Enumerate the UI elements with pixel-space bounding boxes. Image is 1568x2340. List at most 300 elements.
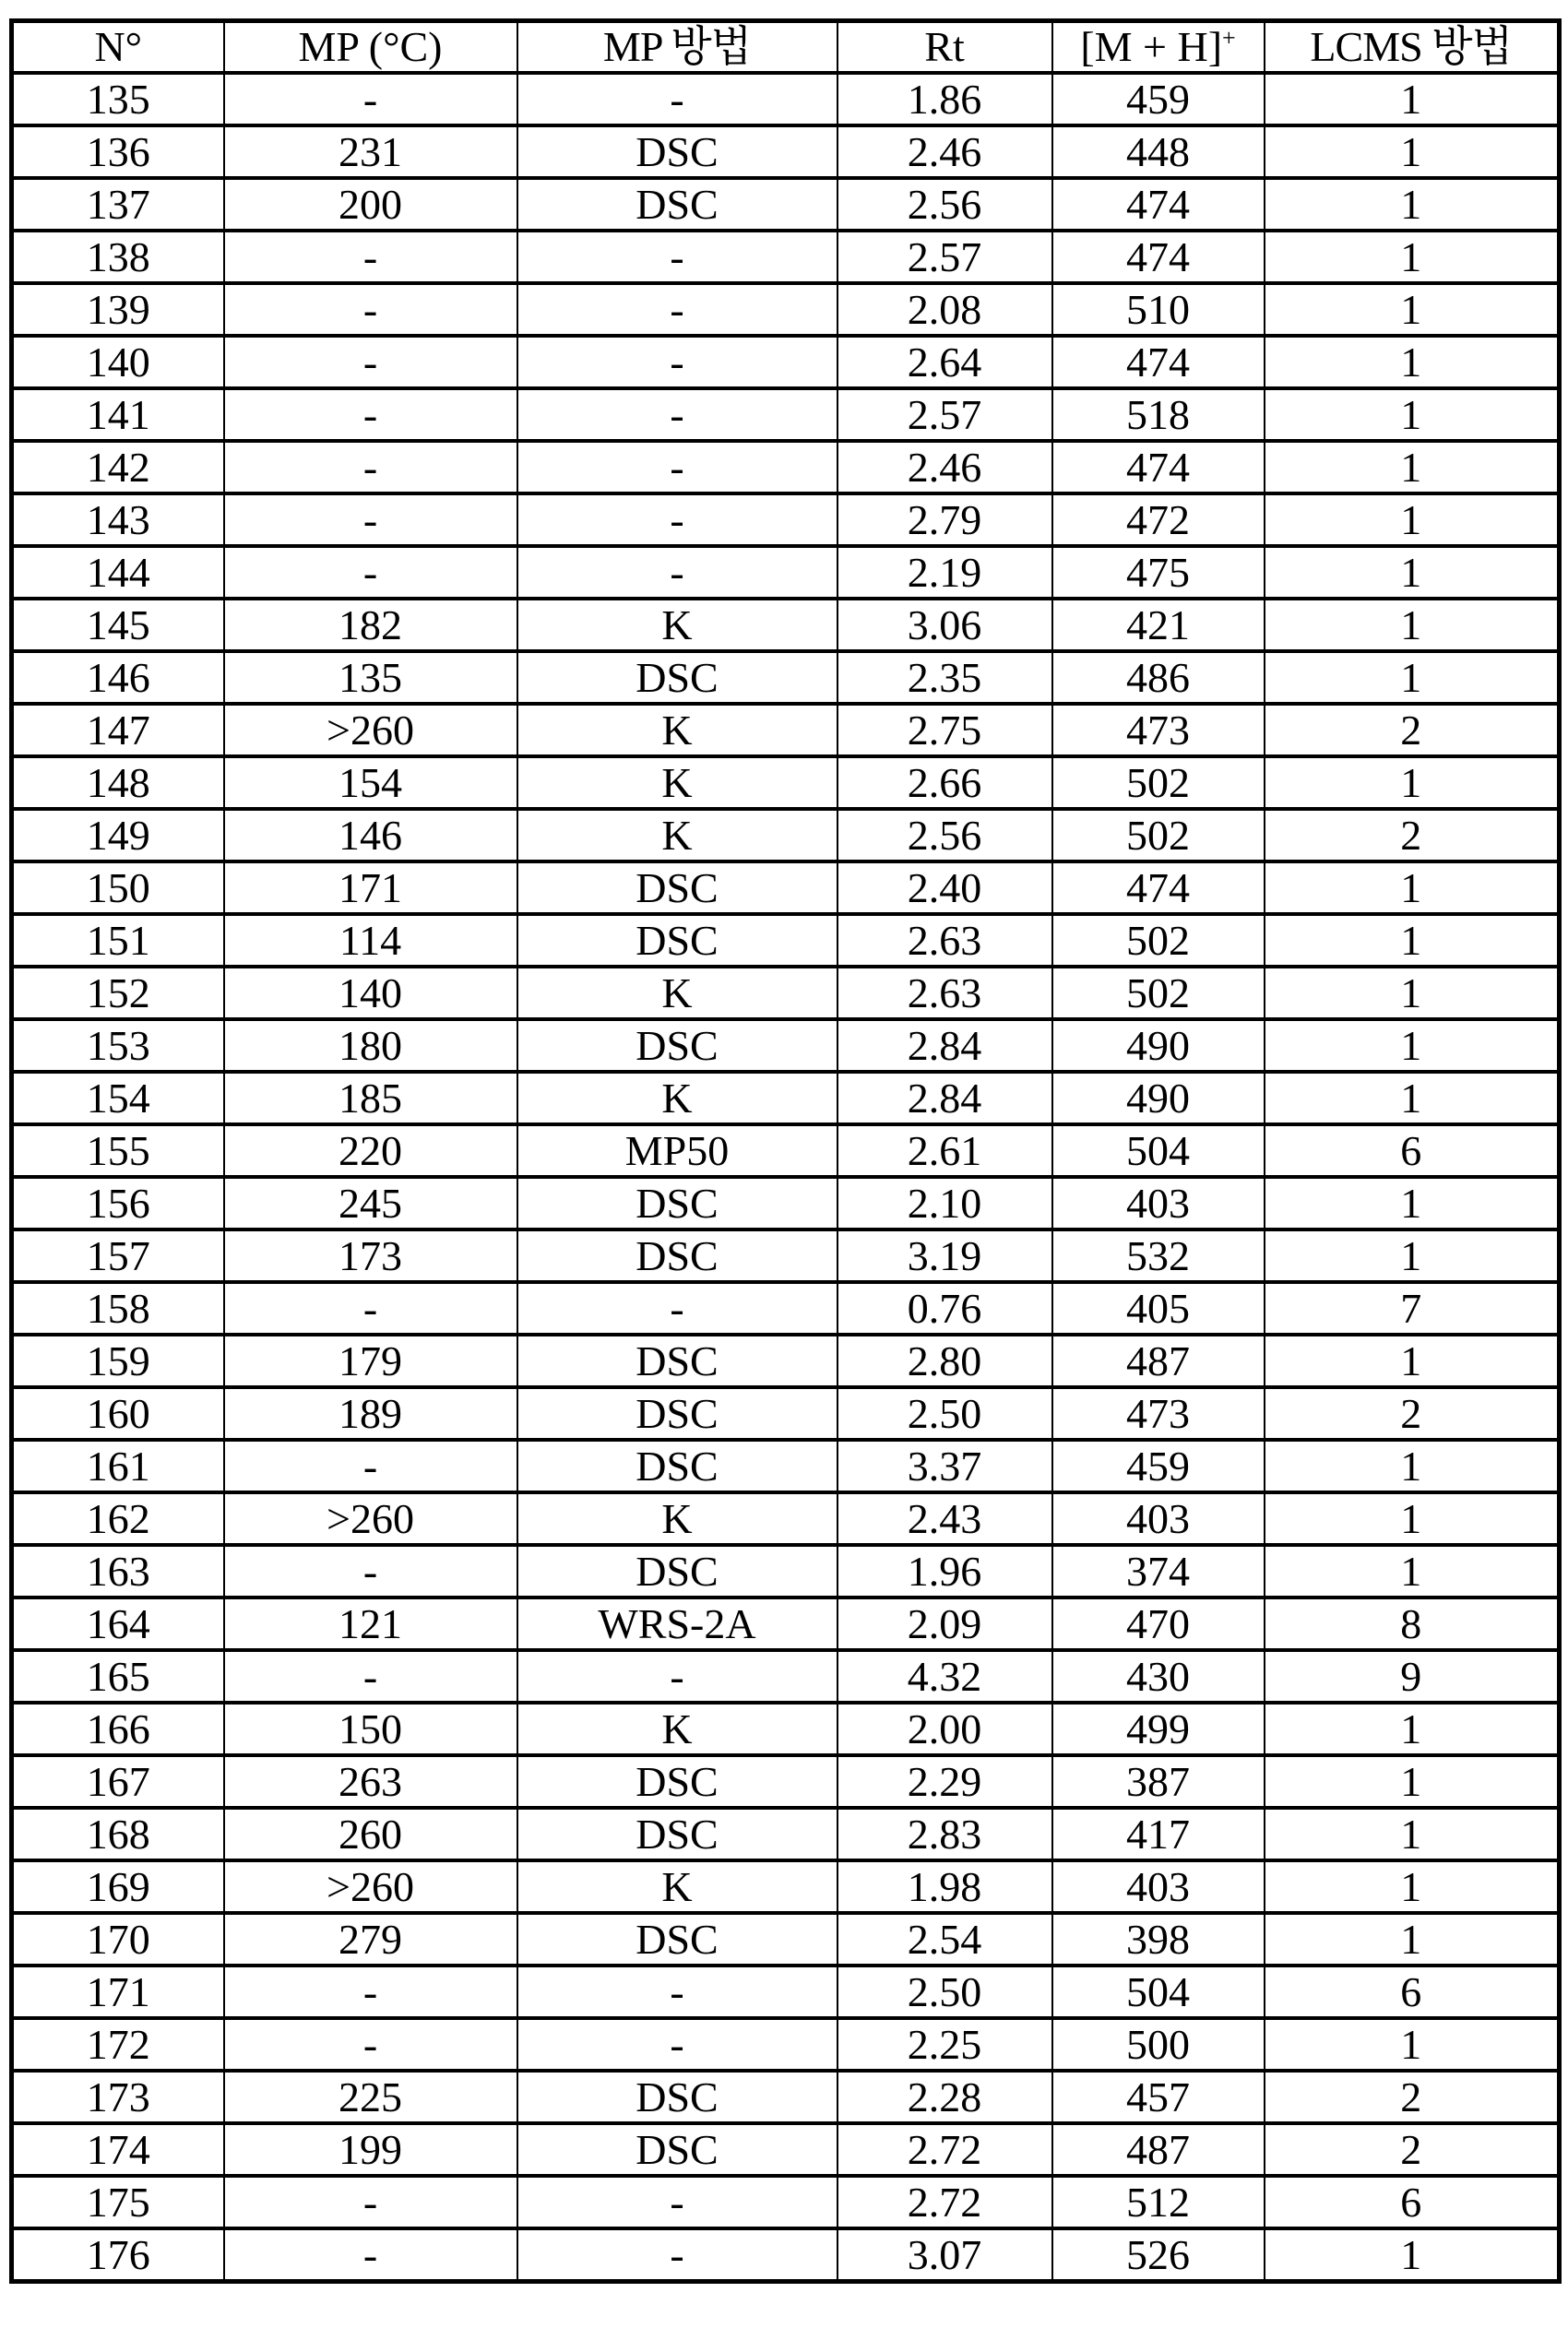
column-header-mh bbox=[1052, 21, 1265, 74]
table-cell: 0.76 bbox=[837, 1282, 1052, 1335]
table-cell: K bbox=[517, 704, 837, 756]
table-cell: 150 bbox=[224, 1703, 517, 1755]
table-cell: 2.10 bbox=[837, 1177, 1052, 1229]
table-row bbox=[12, 2228, 1560, 2282]
table-cell: 143 bbox=[12, 493, 224, 546]
table-cell: 430 bbox=[1052, 1650, 1265, 1703]
table-cell: 2.83 bbox=[837, 1808, 1052, 1860]
table-cell: 2.00 bbox=[837, 1703, 1052, 1755]
table-cell: 174 bbox=[12, 2123, 224, 2176]
table-cell: DSC bbox=[517, 914, 837, 967]
table-cell: 175 bbox=[12, 2176, 224, 2228]
table-cell: 2.57 bbox=[837, 388, 1052, 441]
table-cell: 1 bbox=[1265, 546, 1560, 599]
table-cell: 151 bbox=[12, 914, 224, 967]
table-cell: DSC bbox=[517, 1755, 837, 1808]
table-cell: - bbox=[517, 493, 837, 546]
table-cell: 2.46 bbox=[837, 441, 1052, 493]
table-row bbox=[12, 2018, 1560, 2071]
table-cell: 500 bbox=[1052, 2018, 1265, 2071]
table-cell: 526 bbox=[1052, 2228, 1265, 2282]
table-cell: 1.98 bbox=[837, 1860, 1052, 1913]
table-cell: MP50 bbox=[517, 1124, 837, 1177]
table-cell: 260 bbox=[224, 1808, 517, 1860]
table-cell: 1 bbox=[1265, 651, 1560, 704]
table-cell: 1 bbox=[1265, 967, 1560, 1019]
table-cell: 2 bbox=[1265, 809, 1560, 861]
table-cell: 153 bbox=[12, 1019, 224, 1072]
table-cell: 6 bbox=[1265, 1966, 1560, 2018]
table-row bbox=[12, 1808, 1560, 1860]
table-cell: 144 bbox=[12, 546, 224, 599]
table-row bbox=[12, 1282, 1560, 1335]
table-header bbox=[12, 21, 1560, 74]
table-cell: - bbox=[517, 231, 837, 283]
table-cell: 459 bbox=[1052, 73, 1265, 125]
table-cell: 137 bbox=[12, 178, 224, 231]
table-cell: 448 bbox=[1052, 125, 1265, 178]
table-cell: 1 bbox=[1265, 599, 1560, 651]
table-cell: 154 bbox=[12, 1072, 224, 1124]
table-cell: 1 bbox=[1265, 1492, 1560, 1545]
table-cell: 165 bbox=[12, 1650, 224, 1703]
table-row bbox=[12, 231, 1560, 283]
table-row bbox=[12, 1650, 1560, 1703]
table-cell: 1 bbox=[1265, 1440, 1560, 1492]
header-row bbox=[12, 21, 1560, 74]
table-cell: 139 bbox=[12, 283, 224, 336]
table-cell: DSC bbox=[517, 861, 837, 914]
table-cell: 2.50 bbox=[837, 1966, 1052, 2018]
table-cell: - bbox=[224, 2228, 517, 2282]
table-cell: 3.07 bbox=[837, 2228, 1052, 2282]
table-cell: 2.54 bbox=[837, 1913, 1052, 1966]
table-cell: 147 bbox=[12, 704, 224, 756]
table-cell: 8 bbox=[1265, 1598, 1560, 1650]
table-row bbox=[12, 2071, 1560, 2123]
table-cell: 189 bbox=[224, 1387, 517, 1440]
table-cell: - bbox=[517, 2228, 837, 2282]
table-cell: 200 bbox=[224, 178, 517, 231]
table-row bbox=[12, 493, 1560, 546]
table-cell: 157 bbox=[12, 1229, 224, 1282]
table-cell: 2.28 bbox=[837, 2071, 1052, 2123]
table-cell: 156 bbox=[12, 1177, 224, 1229]
table-cell: 162 bbox=[12, 1492, 224, 1545]
table-cell: 2 bbox=[1265, 2071, 1560, 2123]
table-cell: 152 bbox=[12, 967, 224, 1019]
table-row bbox=[12, 2176, 1560, 2228]
table-cell: 149 bbox=[12, 809, 224, 861]
table-cell: 170 bbox=[12, 1913, 224, 1966]
table-cell: - bbox=[224, 231, 517, 283]
table-cell: 2.75 bbox=[837, 704, 1052, 756]
column-header-mp: MP (°C) bbox=[224, 21, 517, 74]
compound-data-table bbox=[9, 18, 1562, 2284]
table-cell: 225 bbox=[224, 2071, 517, 2123]
table-cell: 470 bbox=[1052, 1598, 1265, 1650]
table-cell: 171 bbox=[12, 1966, 224, 2018]
table-cell: 490 bbox=[1052, 1019, 1265, 1072]
table-cell: - bbox=[224, 388, 517, 441]
table-cell: - bbox=[224, 1282, 517, 1335]
table-cell: 502 bbox=[1052, 756, 1265, 809]
table-cell: 172 bbox=[12, 2018, 224, 2071]
table-cell: 146 bbox=[12, 651, 224, 704]
table-cell: 510 bbox=[1052, 283, 1265, 336]
table-cell: 1 bbox=[1265, 1755, 1560, 1808]
table-cell: - bbox=[224, 283, 517, 336]
table-cell: 138 bbox=[12, 231, 224, 283]
table-cell: - bbox=[517, 336, 837, 388]
table-cell: 168 bbox=[12, 1808, 224, 1860]
table-cell: DSC bbox=[517, 2071, 837, 2123]
table-cell: K bbox=[517, 1703, 837, 1755]
table-row bbox=[12, 756, 1560, 809]
table-cell: 245 bbox=[224, 1177, 517, 1229]
table-cell: 421 bbox=[1052, 599, 1265, 651]
table-cell: 502 bbox=[1052, 967, 1265, 1019]
table-cell: 3.19 bbox=[837, 1229, 1052, 1282]
table-cell: K bbox=[517, 756, 837, 809]
table-cell: 474 bbox=[1052, 336, 1265, 388]
table-cell: 387 bbox=[1052, 1755, 1265, 1808]
table-cell: - bbox=[517, 2176, 837, 2228]
table-cell: 1 bbox=[1265, 1335, 1560, 1387]
table-cell: DSC bbox=[517, 1177, 837, 1229]
table-row bbox=[12, 861, 1560, 914]
table-cell: 169 bbox=[12, 1860, 224, 1913]
table-row bbox=[12, 441, 1560, 493]
table-cell: - bbox=[517, 388, 837, 441]
table-row bbox=[12, 388, 1560, 441]
table-cell: 2.61 bbox=[837, 1124, 1052, 1177]
table-cell: 512 bbox=[1052, 2176, 1265, 2228]
table-cell: 2 bbox=[1265, 2123, 1560, 2176]
table-cell: 136 bbox=[12, 125, 224, 178]
table-row bbox=[12, 704, 1560, 756]
table-row bbox=[12, 1019, 1560, 1072]
table-cell: DSC bbox=[517, 1440, 837, 1492]
table-row bbox=[12, 651, 1560, 704]
table-cell: - bbox=[517, 546, 837, 599]
table-cell: 2.57 bbox=[837, 231, 1052, 283]
table-cell: >260 bbox=[224, 704, 517, 756]
table-cell: 403 bbox=[1052, 1177, 1265, 1229]
table-cell: 457 bbox=[1052, 2071, 1265, 2123]
table-cell: 1 bbox=[1265, 231, 1560, 283]
table-cell: 1 bbox=[1265, 2228, 1560, 2282]
table-cell: 161 bbox=[12, 1440, 224, 1492]
table-cell: 135 bbox=[12, 73, 224, 125]
table-cell: 2.80 bbox=[837, 1335, 1052, 1387]
table-cell: - bbox=[224, 441, 517, 493]
table-row bbox=[12, 546, 1560, 599]
table-cell: DSC bbox=[517, 2123, 837, 2176]
table-row bbox=[12, 1492, 1560, 1545]
table-cell: 2 bbox=[1265, 704, 1560, 756]
table-row bbox=[12, 1598, 1560, 1650]
table-cell: 1.96 bbox=[837, 1545, 1052, 1598]
table-cell: 1 bbox=[1265, 1808, 1560, 1860]
table-cell: 158 bbox=[12, 1282, 224, 1335]
table-cell: 1 bbox=[1265, 388, 1560, 441]
table-cell: 263 bbox=[224, 1755, 517, 1808]
table-cell: 2.72 bbox=[837, 2176, 1052, 2228]
table-row bbox=[12, 1440, 1560, 1492]
table-cell: 374 bbox=[1052, 1545, 1265, 1598]
table-cell: K bbox=[517, 809, 837, 861]
table-cell: - bbox=[224, 493, 517, 546]
table-cell: 279 bbox=[224, 1913, 517, 1966]
table-cell: 164 bbox=[12, 1598, 224, 1650]
table-cell: 2.08 bbox=[837, 283, 1052, 336]
table-row bbox=[12, 1913, 1560, 1966]
table-row bbox=[12, 178, 1560, 231]
table-cell: 173 bbox=[224, 1229, 517, 1282]
table-row bbox=[12, 1177, 1560, 1229]
table-cell: 2.56 bbox=[837, 809, 1052, 861]
table-cell: - bbox=[224, 1966, 517, 2018]
table-cell: 1 bbox=[1265, 914, 1560, 967]
table-cell: - bbox=[224, 546, 517, 599]
table-cell: 475 bbox=[1052, 546, 1265, 599]
table-row bbox=[12, 967, 1560, 1019]
table-cell: 166 bbox=[12, 1703, 224, 1755]
table-cell: - bbox=[517, 1966, 837, 2018]
table-cell: - bbox=[517, 1282, 837, 1335]
table-cell: 487 bbox=[1052, 1335, 1265, 1387]
table-row bbox=[12, 1335, 1560, 1387]
table-cell: 199 bbox=[224, 2123, 517, 2176]
table-cell: 2.79 bbox=[837, 493, 1052, 546]
table-cell: 163 bbox=[12, 1545, 224, 1598]
table-cell: DSC bbox=[517, 1019, 837, 1072]
table-cell: DSC bbox=[517, 1545, 837, 1598]
table-cell: K bbox=[517, 1492, 837, 1545]
table-cell: 2.66 bbox=[837, 756, 1052, 809]
table-cell: 1 bbox=[1265, 441, 1560, 493]
table-row bbox=[12, 1703, 1560, 1755]
table-cell: 398 bbox=[1052, 1913, 1265, 1966]
table-row bbox=[12, 125, 1560, 178]
table-cell: - bbox=[224, 1440, 517, 1492]
table-cell: 180 bbox=[224, 1019, 517, 1072]
table-row bbox=[12, 914, 1560, 967]
table-cell: 154 bbox=[224, 756, 517, 809]
table-cell: 155 bbox=[12, 1124, 224, 1177]
table-cell: 2.50 bbox=[837, 1387, 1052, 1440]
table-row bbox=[12, 599, 1560, 651]
table-cell: - bbox=[517, 1650, 837, 1703]
table-cell: 2.64 bbox=[837, 336, 1052, 388]
table-cell: K bbox=[517, 599, 837, 651]
table-cell: - bbox=[224, 1650, 517, 1703]
table-cell: 405 bbox=[1052, 1282, 1265, 1335]
table-cell: DSC bbox=[517, 651, 837, 704]
table-cell: >260 bbox=[224, 1860, 517, 1913]
table-cell: 2.84 bbox=[837, 1072, 1052, 1124]
column-header-lcms-method: LCMS 방법 bbox=[1265, 21, 1560, 74]
table-cell: 3.37 bbox=[837, 1440, 1052, 1492]
table-body bbox=[12, 73, 1560, 2282]
table-cell: 403 bbox=[1052, 1860, 1265, 1913]
table-cell: 231 bbox=[224, 125, 517, 178]
table-row bbox=[12, 1755, 1560, 1808]
table-cell: DSC bbox=[517, 178, 837, 231]
table-cell: 1.86 bbox=[837, 73, 1052, 125]
table-cell: 3.06 bbox=[837, 599, 1052, 651]
column-header-number: N° bbox=[12, 21, 224, 74]
table-cell: K bbox=[517, 967, 837, 1019]
table-cell: 182 bbox=[224, 599, 517, 651]
table-row bbox=[12, 1966, 1560, 2018]
table-cell: DSC bbox=[517, 1913, 837, 1966]
column-header-mp-method: MP 방법 bbox=[517, 21, 837, 74]
table-row bbox=[12, 1124, 1560, 1177]
table-cell: 159 bbox=[12, 1335, 224, 1387]
table-cell: 2.29 bbox=[837, 1755, 1052, 1808]
table-cell: 141 bbox=[12, 388, 224, 441]
table-cell: 145 bbox=[12, 599, 224, 651]
table-cell: 171 bbox=[224, 861, 517, 914]
table-cell: 6 bbox=[1265, 1124, 1560, 1177]
table-cell: 1 bbox=[1265, 178, 1560, 231]
table-cell: 1 bbox=[1265, 1229, 1560, 1282]
table-row bbox=[12, 73, 1560, 125]
table-cell: - bbox=[517, 73, 837, 125]
table-cell: 474 bbox=[1052, 231, 1265, 283]
table-cell: 160 bbox=[12, 1387, 224, 1440]
table-row bbox=[12, 1860, 1560, 1913]
table-cell: 502 bbox=[1052, 809, 1265, 861]
table-cell: 150 bbox=[12, 861, 224, 914]
table-cell: 487 bbox=[1052, 2123, 1265, 2176]
table-cell: 2 bbox=[1265, 1387, 1560, 1440]
mh-plus-superscript: + bbox=[1222, 24, 1236, 52]
table-cell: DSC bbox=[517, 1229, 837, 1282]
table-cell: 472 bbox=[1052, 493, 1265, 546]
table-cell: 7 bbox=[1265, 1282, 1560, 1335]
table-cell: 179 bbox=[224, 1335, 517, 1387]
table-cell: 499 bbox=[1052, 1703, 1265, 1755]
table-cell: 185 bbox=[224, 1072, 517, 1124]
table-cell: 2.84 bbox=[837, 1019, 1052, 1072]
table-cell: 1 bbox=[1265, 1177, 1560, 1229]
mh-label-base: [M + H] bbox=[1080, 23, 1223, 70]
table-cell: K bbox=[517, 1072, 837, 1124]
table-cell: 1 bbox=[1265, 2018, 1560, 2071]
table-cell: 173 bbox=[12, 2071, 224, 2123]
table-cell: DSC bbox=[517, 1335, 837, 1387]
table-cell: 2.09 bbox=[837, 1598, 1052, 1650]
table-cell: 1 bbox=[1265, 336, 1560, 388]
table-cell: 486 bbox=[1052, 651, 1265, 704]
table-cell: 220 bbox=[224, 1124, 517, 1177]
table-cell: 2.19 bbox=[837, 546, 1052, 599]
table-cell: 1 bbox=[1265, 493, 1560, 546]
table-cell: 176 bbox=[12, 2228, 224, 2282]
table-cell: 1 bbox=[1265, 1913, 1560, 1966]
table-row bbox=[12, 336, 1560, 388]
table-cell: - bbox=[224, 2176, 517, 2228]
table-cell: 1 bbox=[1265, 1545, 1560, 1598]
table-cell: - bbox=[517, 441, 837, 493]
table-cell: 504 bbox=[1052, 1124, 1265, 1177]
table-cell: 2.35 bbox=[837, 651, 1052, 704]
table-cell: 459 bbox=[1052, 1440, 1265, 1492]
table-cell: DSC bbox=[517, 1808, 837, 1860]
table-cell: 473 bbox=[1052, 1387, 1265, 1440]
table-cell: 140 bbox=[12, 336, 224, 388]
table-cell: 474 bbox=[1052, 861, 1265, 914]
table-cell: K bbox=[517, 1860, 837, 1913]
table-cell: 135 bbox=[224, 651, 517, 704]
table-cell: 532 bbox=[1052, 1229, 1265, 1282]
table-cell: 518 bbox=[1052, 388, 1265, 441]
table-row bbox=[12, 809, 1560, 861]
table-row bbox=[12, 283, 1560, 336]
table-cell: 502 bbox=[1052, 914, 1265, 967]
table-cell: 490 bbox=[1052, 1072, 1265, 1124]
table-cell: - bbox=[224, 336, 517, 388]
table-cell: 1 bbox=[1265, 1072, 1560, 1124]
table-cell: 1 bbox=[1265, 73, 1560, 125]
table-cell: 474 bbox=[1052, 441, 1265, 493]
table-cell: 114 bbox=[224, 914, 517, 967]
table-row bbox=[12, 1545, 1560, 1598]
table-cell: 2.72 bbox=[837, 2123, 1052, 2176]
table-cell: 474 bbox=[1052, 178, 1265, 231]
table-cell: >260 bbox=[224, 1492, 517, 1545]
table-cell: 2.46 bbox=[837, 125, 1052, 178]
table-cell: 1 bbox=[1265, 756, 1560, 809]
table-cell: 167 bbox=[12, 1755, 224, 1808]
table-cell: - bbox=[224, 73, 517, 125]
table-row bbox=[12, 1072, 1560, 1124]
table-cell: 1 bbox=[1265, 125, 1560, 178]
table-cell: 1 bbox=[1265, 861, 1560, 914]
table-cell: 2.40 bbox=[837, 861, 1052, 914]
table-cell: 1 bbox=[1265, 1703, 1560, 1755]
table-cell: DSC bbox=[517, 1387, 837, 1440]
table-cell: 142 bbox=[12, 441, 224, 493]
table-cell: 1 bbox=[1265, 1860, 1560, 1913]
table-cell: 2.25 bbox=[837, 2018, 1052, 2071]
table-cell: 2.43 bbox=[837, 1492, 1052, 1545]
table-row bbox=[12, 1229, 1560, 1282]
table-cell: DSC bbox=[517, 125, 837, 178]
table-row bbox=[12, 2123, 1560, 2176]
table-row bbox=[12, 1387, 1560, 1440]
table-cell: 4.32 bbox=[837, 1650, 1052, 1703]
table-cell: 473 bbox=[1052, 704, 1265, 756]
table-cell: 1 bbox=[1265, 1019, 1560, 1072]
table-cell: 9 bbox=[1265, 1650, 1560, 1703]
table-cell: - bbox=[517, 283, 837, 336]
table-cell: - bbox=[517, 2018, 837, 2071]
table-cell: - bbox=[224, 1545, 517, 1598]
table-cell: 504 bbox=[1052, 1966, 1265, 2018]
table-cell: 2.56 bbox=[837, 178, 1052, 231]
table-cell: WRS-2A bbox=[517, 1598, 837, 1650]
table-cell: 2.63 bbox=[837, 967, 1052, 1019]
table-cell: 403 bbox=[1052, 1492, 1265, 1545]
column-header-rt: Rt bbox=[837, 21, 1052, 74]
table-cell: 1 bbox=[1265, 283, 1560, 336]
table-cell: - bbox=[224, 2018, 517, 2071]
table-cell: 121 bbox=[224, 1598, 517, 1650]
